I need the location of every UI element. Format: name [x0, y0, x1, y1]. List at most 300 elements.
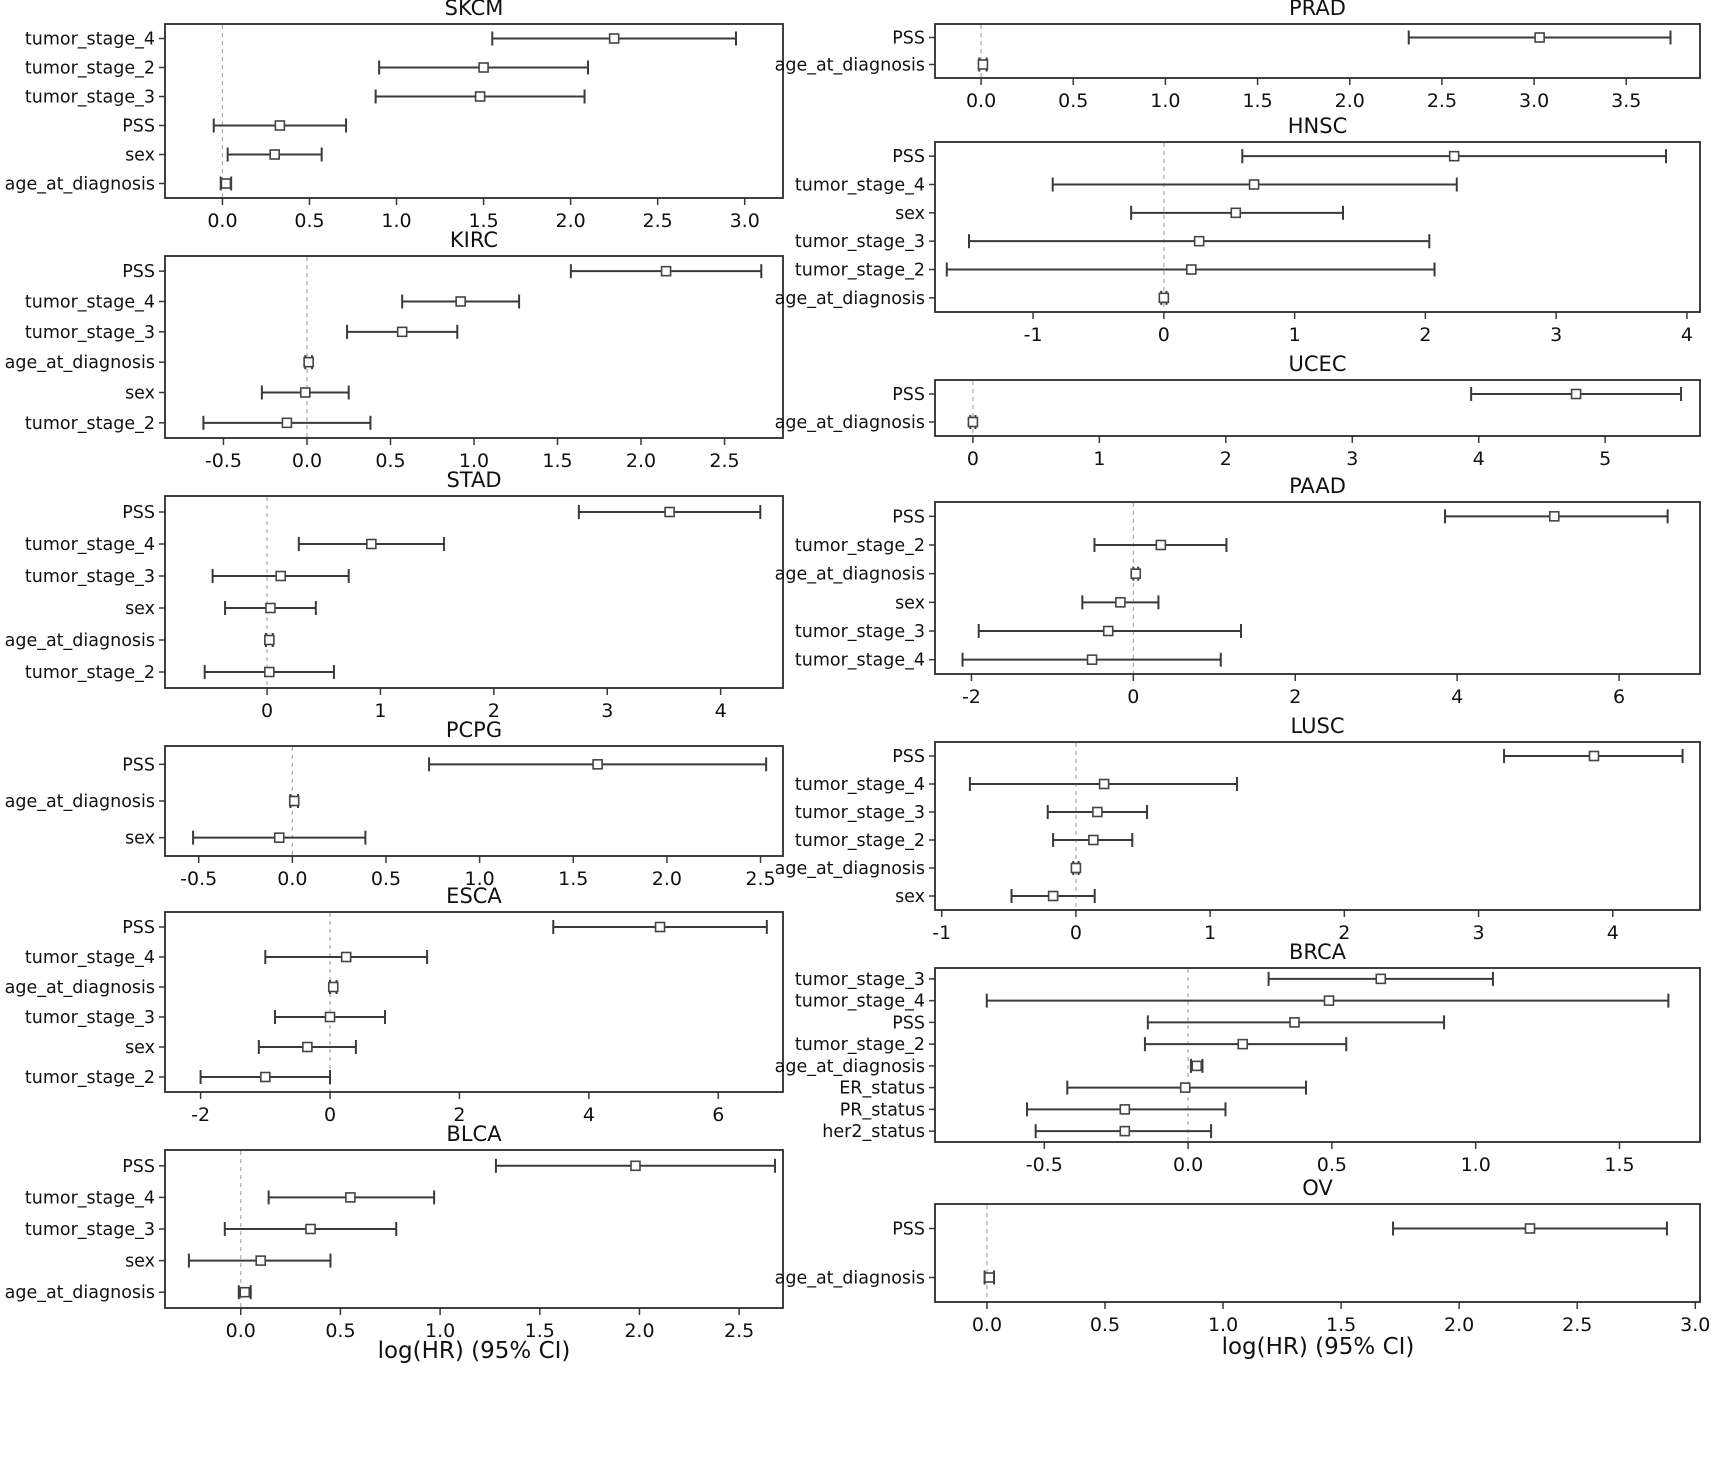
estimate-marker [1071, 864, 1080, 873]
panel-frame [935, 742, 1700, 910]
ci-row-age_at_diagnosis [5, 353, 314, 373]
ci-row-sex [125, 146, 322, 166]
estimate-marker [1104, 627, 1113, 636]
x-tick-label: 0.5 [1058, 90, 1089, 112]
estimate-marker [275, 833, 284, 842]
row-label: PSS [892, 385, 925, 405]
ci-row-age_at_diagnosis [775, 565, 1141, 585]
estimate-marker [326, 1013, 335, 1022]
estimate-marker [342, 953, 351, 962]
x-tick-label: 0.5 [1089, 1314, 1121, 1336]
x-tick-label: 1.5 [1326, 1314, 1357, 1336]
estimate-marker [456, 297, 465, 306]
estimate-marker [968, 418, 977, 427]
estimate-marker [304, 358, 313, 367]
x-tick-label: 4 [1472, 448, 1485, 470]
ci-row-age_at_diagnosis [775, 1057, 1203, 1077]
panel-title: HNSC [1287, 114, 1348, 138]
ci-row-sex [125, 1038, 356, 1058]
panel-title: PCPG [445, 718, 503, 742]
row-label: tumor_stage_3 [794, 622, 925, 642]
ci-row-tumor_stage_4 [795, 775, 1237, 795]
ci-row-sex [125, 1252, 330, 1272]
row-label: PSS [122, 755, 155, 776]
row-label: her2_status [822, 1122, 925, 1143]
row-label: tumor_stage_3 [24, 567, 155, 587]
ci-row-tumor_stage_3 [795, 622, 1241, 642]
x-tick-label: 2.5 [745, 868, 776, 890]
row-label: PSS [892, 1013, 925, 1034]
x-tick-label: 4 [1680, 324, 1693, 346]
panel-frame [165, 256, 783, 438]
panel-ucec [775, 352, 1700, 470]
row-label: tumor_stage_3 [24, 1220, 155, 1240]
row-label: PR_status [839, 1100, 925, 1121]
panel-title: UCEC [1288, 352, 1347, 376]
ci-row-sex [125, 829, 365, 849]
ci-row-pss [892, 507, 1667, 527]
panel-stad [5, 468, 783, 722]
estimate-marker [1181, 1083, 1190, 1092]
row-label: PSS [892, 1219, 925, 1240]
estimate-marker [1049, 892, 1058, 901]
row-label: tumor_stage_2 [24, 1068, 155, 1088]
x-tick-label: 2 [1219, 448, 1232, 470]
panel-title: PAAD [1289, 474, 1346, 498]
x-tick-label: 1.0 [425, 1320, 456, 1342]
estimate-marker [275, 121, 284, 130]
panel-kirc [5, 228, 783, 472]
ci-row-tumor_stage_2 [25, 59, 588, 79]
x-tick-label: 3 [601, 700, 614, 722]
row-label: age_at_diagnosis [4, 978, 155, 998]
x-tick-label: 2.5 [709, 450, 740, 472]
row-label: tumor_stage_4 [24, 535, 155, 555]
estimate-marker [398, 327, 407, 336]
x-tick-label: 2.5 [1426, 90, 1458, 112]
ci-row-pss [892, 29, 1670, 49]
ci-row-pss [892, 1013, 1444, 1033]
ci-row-pss [122, 503, 760, 523]
x-tick-label: 1.0 [458, 450, 490, 472]
x-tick-label: 3.0 [1680, 1314, 1711, 1336]
ci-row-pss [892, 747, 1682, 767]
row-label: PSS [122, 918, 155, 938]
row-label: PSS [892, 747, 925, 767]
row-label: sex [125, 145, 155, 166]
row-label: tumor_stage_4 [794, 991, 925, 1012]
estimate-marker [282, 418, 291, 427]
ci-row-sex [895, 887, 1095, 907]
estimate-marker [1572, 390, 1581, 399]
estimate-marker [270, 150, 279, 159]
estimate-marker [1089, 836, 1098, 845]
panel-title: ESCA [446, 884, 502, 908]
ci-row-age_at_diagnosis [5, 792, 299, 812]
estimate-marker [276, 572, 285, 581]
estimate-marker [1325, 996, 1334, 1005]
x-tick-label: 0.0 [1172, 1154, 1204, 1176]
estimate-marker [221, 179, 230, 188]
estimate-marker [1550, 512, 1559, 521]
estimate-marker [1238, 1040, 1247, 1049]
x-tick-label: 1.0 [1207, 1314, 1239, 1336]
ci-row-age_at_diagnosis [775, 859, 1081, 879]
ci-row-age_at_diagnosis [775, 56, 988, 76]
ci-row-tumor_stage_4 [795, 176, 1457, 196]
x-tick-label: 2.0 [1444, 1314, 1475, 1336]
panel-frame [935, 142, 1700, 312]
panel-frame [165, 746, 783, 856]
x-tick-label: 4 [1606, 922, 1619, 944]
row-label: PSS [892, 28, 925, 49]
x-tick-label: 4 [582, 1104, 595, 1126]
ci-row-sex [125, 384, 349, 404]
x-tick-label: 0.0 [291, 450, 323, 472]
row-label: tumor_stage_3 [794, 803, 925, 823]
x-tick-label: 2.0 [625, 450, 657, 472]
x-tick-label: 3.5 [1611, 90, 1642, 112]
x-tick-label: -0.5 [204, 450, 242, 472]
x-axis-label-left: log(HR) (95% CI) [377, 1338, 571, 1364]
estimate-marker [1100, 780, 1109, 789]
panel-pcpg [5, 718, 783, 890]
estimate-marker [1231, 208, 1240, 217]
ci-row-age_at_diagnosis [775, 1269, 994, 1289]
estimate-marker [303, 1043, 312, 1052]
row-label: age_at_diagnosis [774, 413, 925, 433]
estimate-marker [476, 92, 485, 101]
x-tick-label: 3.0 [1518, 90, 1550, 112]
row-label: tumor_stage_3 [794, 969, 925, 990]
x-tick-label: 0.0 [971, 1314, 1003, 1336]
estimate-marker [665, 508, 674, 517]
panel-title: LUSC [1290, 714, 1345, 738]
ci-row-tumor_stage_4 [25, 535, 444, 555]
ci-row-pss [122, 262, 761, 282]
x-tick-label: 0.5 [370, 868, 402, 890]
panel-blca [5, 1122, 783, 1342]
x-tick-label: 0 [966, 448, 979, 470]
estimate-marker [1116, 598, 1125, 607]
estimate-marker [346, 1193, 355, 1202]
estimate-marker [266, 604, 275, 613]
estimate-marker [1535, 33, 1544, 42]
panel-hnsc [775, 114, 1700, 346]
row-label: sex [125, 1038, 155, 1058]
row-label: tumor_stage_3 [24, 322, 155, 343]
row-label: sex [895, 593, 925, 614]
panel-ov [775, 1176, 1711, 1336]
estimate-marker [662, 267, 671, 276]
ci-row-tumor_stage_3 [25, 567, 349, 587]
panel-title: OV [1302, 1176, 1333, 1200]
x-tick-label: 0.0 [207, 210, 238, 232]
x-tick-label: 1.5 [1242, 90, 1273, 112]
x-tick-label: 2.0 [555, 210, 586, 232]
estimate-marker [265, 668, 274, 677]
estimate-marker [1290, 1018, 1299, 1027]
estimate-marker [1159, 293, 1168, 302]
row-label: tumor_stage_2 [794, 536, 925, 556]
x-tick-label: 4 [714, 700, 727, 722]
row-label: PSS [122, 503, 155, 523]
x-tick-label: 1 [1093, 448, 1106, 470]
panel-esca [5, 884, 783, 1126]
row-label: PSS [892, 507, 925, 528]
x-tick-label: 2.0 [624, 1320, 655, 1342]
x-tick-label: 1.0 [1460, 1154, 1491, 1176]
row-label: tumor_stage_3 [24, 87, 155, 108]
estimate-marker [1120, 1105, 1129, 1114]
ci-row-sex [125, 599, 316, 619]
ci-row-tumor_stage_2 [795, 831, 1132, 851]
ci-row-age_at_diagnosis [5, 1283, 251, 1303]
ci-row-age_at_diagnosis [5, 631, 274, 651]
x-tick-label: 1.5 [524, 1320, 555, 1342]
row-label: age_at_diagnosis [774, 1056, 925, 1077]
ci-row-tumor_stage_3 [25, 323, 457, 343]
ci-row-tumor_stage_2 [25, 414, 371, 434]
estimate-marker [367, 540, 376, 549]
row-label: age_at_diagnosis [774, 859, 925, 879]
row-label: tumor_stage_2 [794, 1035, 925, 1056]
estimate-marker [1088, 655, 1097, 664]
panel-title: PRAD [1289, 0, 1346, 20]
ci-row-tumor_stage_2 [25, 663, 334, 683]
estimate-marker [329, 983, 338, 992]
panel-paad [775, 474, 1700, 708]
x-tick-label: 3 [1346, 448, 1359, 470]
panel-title: BLCA [446, 1122, 502, 1146]
estimate-marker [479, 63, 488, 72]
ci-row-tumor_stage_4 [25, 1188, 434, 1208]
row-label: tumor_stage_4 [24, 29, 155, 50]
x-tick-label: 2.0 [651, 868, 683, 890]
x-tick-label: 0 [323, 1104, 337, 1126]
x-tick-label: -1 [1023, 324, 1043, 346]
ci-row-age_at_diagnosis [5, 978, 338, 998]
ci-row-tumor_stage_3 [795, 970, 1493, 990]
ci-row-pss [122, 117, 346, 137]
estimate-marker [1131, 569, 1140, 578]
row-label: sex [895, 887, 925, 907]
panel-lusc [775, 714, 1700, 944]
panel-title: BRCA [1289, 940, 1346, 964]
row-label: tumor_stage_2 [24, 58, 155, 79]
x-tick-label: -2 [191, 1104, 211, 1126]
estimate-marker [1156, 541, 1165, 550]
ci-row-tumor_stage_3 [25, 1008, 385, 1028]
x-tick-label: 0.5 [1316, 1154, 1347, 1176]
row-label: tumor_stage_4 [24, 1188, 155, 1209]
x-tick-label: 0 [1069, 922, 1082, 944]
estimate-marker [1093, 808, 1102, 817]
panel-title: SKCM [444, 0, 504, 20]
estimate-marker [1450, 152, 1459, 161]
x-tick-label: 2.5 [724, 1320, 755, 1342]
ci-row-pss [122, 918, 767, 938]
x-tick-label: 0.0 [965, 90, 997, 112]
x-tick-label: 3 [1472, 922, 1485, 944]
x-tick-label: 6 [1613, 686, 1626, 708]
x-tick-label: 0 [261, 700, 274, 722]
ci-row-pss [122, 1157, 775, 1177]
ci-row-pss [892, 385, 1681, 405]
ci-row-her2_status [822, 1122, 1211, 1142]
x-tick-label: 2 [1338, 922, 1351, 944]
row-label: PSS [122, 116, 155, 137]
row-label: tumor_stage_4 [24, 292, 155, 313]
row-label: sex [895, 203, 925, 224]
estimate-marker [261, 1073, 270, 1082]
x-tick-label: 1.5 [1604, 1154, 1635, 1176]
row-label: tumor_stage_4 [24, 948, 155, 968]
row-label: tumor_stage_2 [24, 413, 155, 434]
x-tick-label: 1.0 [1150, 90, 1181, 112]
x-tick-label: 2 [1289, 686, 1302, 708]
row-label: age_at_diagnosis [4, 174, 155, 195]
x-tick-label: 1 [374, 700, 387, 722]
row-label: age_at_diagnosis [4, 792, 155, 812]
estimate-marker [265, 636, 274, 645]
row-label: tumor_stage_3 [24, 1008, 155, 1028]
panel-prad [775, 0, 1700, 112]
x-tick-label: -0.5 [1025, 1154, 1063, 1176]
x-tick-label: 1.0 [464, 868, 495, 890]
estimate-marker [985, 1273, 994, 1282]
x-tick-label: 2.0 [1334, 90, 1365, 112]
row-label: tumor_stage_2 [794, 831, 925, 851]
x-tick-label: 2 [487, 700, 500, 722]
x-tick-label: 0.0 [225, 1320, 256, 1342]
estimate-marker [1526, 1224, 1535, 1233]
x-tick-label: 6 [712, 1104, 725, 1126]
x-tick-label: 1.0 [381, 210, 412, 232]
x-tick-label: 0 [1157, 324, 1170, 346]
panel-frame [935, 380, 1700, 436]
estimate-marker [1187, 265, 1196, 274]
ci-row-tumor_stage_4 [25, 30, 736, 50]
row-label: PSS [892, 147, 925, 168]
row-label: age_at_diagnosis [4, 1283, 155, 1304]
x-tick-label: 3.0 [729, 210, 760, 232]
estimate-marker [290, 797, 299, 806]
x-axis-label-right: log(HR) (95% CI) [1221, 1334, 1415, 1360]
row-label: age_at_diagnosis [774, 1268, 925, 1289]
row-label: tumor_stage_3 [794, 232, 925, 253]
estimate-marker [610, 34, 619, 43]
ci-row-age_at_diagnosis [775, 289, 1169, 309]
estimate-marker [631, 1161, 640, 1170]
row-label: tumor_stage_2 [24, 663, 155, 683]
ci-row-sex [895, 204, 1343, 224]
estimate-marker [1250, 180, 1259, 189]
row-label: PSS [122, 1156, 155, 1177]
panel-frame [165, 496, 783, 688]
row-label: PSS [122, 262, 155, 283]
x-tick-label: 1.5 [542, 450, 573, 472]
x-tick-label: 2.5 [1562, 1314, 1593, 1336]
ci-row-tumor_stage_2 [795, 1035, 1346, 1055]
row-label: sex [125, 599, 155, 619]
ci-row-tumor_stage_3 [795, 803, 1147, 823]
ci-row-tumor_stage_3 [25, 88, 585, 108]
row-label: sex [125, 828, 155, 849]
estimate-marker [1192, 1061, 1201, 1070]
ci-row-er_status [839, 1079, 1306, 1099]
ci-row-age_at_diagnosis [5, 175, 232, 195]
x-tick-label: -1 [932, 922, 952, 944]
panel-frame [935, 502, 1700, 674]
estimate-marker [256, 1256, 265, 1265]
estimate-marker [1376, 974, 1385, 983]
x-tick-label: 1.5 [558, 868, 589, 890]
x-tick-label: 0 [1127, 686, 1140, 708]
row-label: age_at_diagnosis [774, 55, 925, 76]
estimate-marker [240, 1288, 249, 1297]
x-tick-label: 2.5 [642, 210, 673, 232]
x-tick-label: 0.5 [325, 1320, 356, 1342]
row-label: tumor_stage_4 [794, 650, 925, 671]
panel-frame [935, 1204, 1700, 1302]
x-tick-label: 5 [1599, 448, 1612, 470]
x-tick-label: 4 [1451, 686, 1464, 708]
panel-frame [165, 912, 783, 1092]
x-tick-label: 0.5 [294, 210, 325, 232]
ci-row-tumor_stage_2 [25, 1068, 330, 1088]
ci-row-tumor_stage_2 [795, 536, 1227, 556]
estimate-marker [1589, 752, 1598, 761]
x-tick-label: 2 [1419, 324, 1432, 346]
ci-row-tumor_stage_3 [25, 1220, 396, 1240]
ci-row-pss [892, 1220, 1667, 1240]
ci-row-age_at_diagnosis [775, 413, 978, 433]
estimate-marker [306, 1225, 315, 1234]
panel-brca [775, 940, 1700, 1176]
panel-frame [165, 24, 783, 198]
row-label: age_at_diagnosis [4, 631, 155, 651]
x-tick-label: 0.0 [277, 868, 308, 890]
panel-frame [935, 24, 1700, 78]
x-tick-label: -2 [961, 686, 981, 708]
panel-title: KIRC [449, 228, 499, 252]
row-label: tumor_stage_4 [794, 175, 925, 196]
row-label: sex [125, 383, 155, 404]
x-tick-label: 2 [453, 1104, 466, 1126]
x-tick-label: -0.5 [180, 868, 218, 890]
row-label: age_at_diagnosis [774, 288, 925, 309]
ci-row-tumor_stage_2 [795, 261, 1435, 281]
panel-frame [935, 968, 1700, 1142]
estimate-marker [656, 923, 665, 932]
estimate-marker [978, 60, 987, 69]
ci-row-tumor_stage_3 [795, 232, 1429, 252]
x-tick-label: 1.5 [468, 210, 499, 232]
panel-title: STAD [446, 468, 502, 492]
row-label: tumor_stage_4 [794, 775, 925, 795]
estimate-marker [593, 760, 602, 769]
x-tick-label: 1 [1288, 324, 1301, 346]
ci-row-pr_status [840, 1100, 1226, 1120]
panel-skcm [5, 0, 783, 232]
row-label: tumor_stage_2 [794, 260, 925, 281]
row-label: sex [125, 1251, 155, 1272]
row-label: age_at_diagnosis [774, 564, 925, 585]
x-tick-label: 3 [1550, 324, 1563, 346]
x-tick-label: 0.5 [375, 450, 406, 472]
ci-row-tumor_stage_4 [795, 651, 1221, 671]
